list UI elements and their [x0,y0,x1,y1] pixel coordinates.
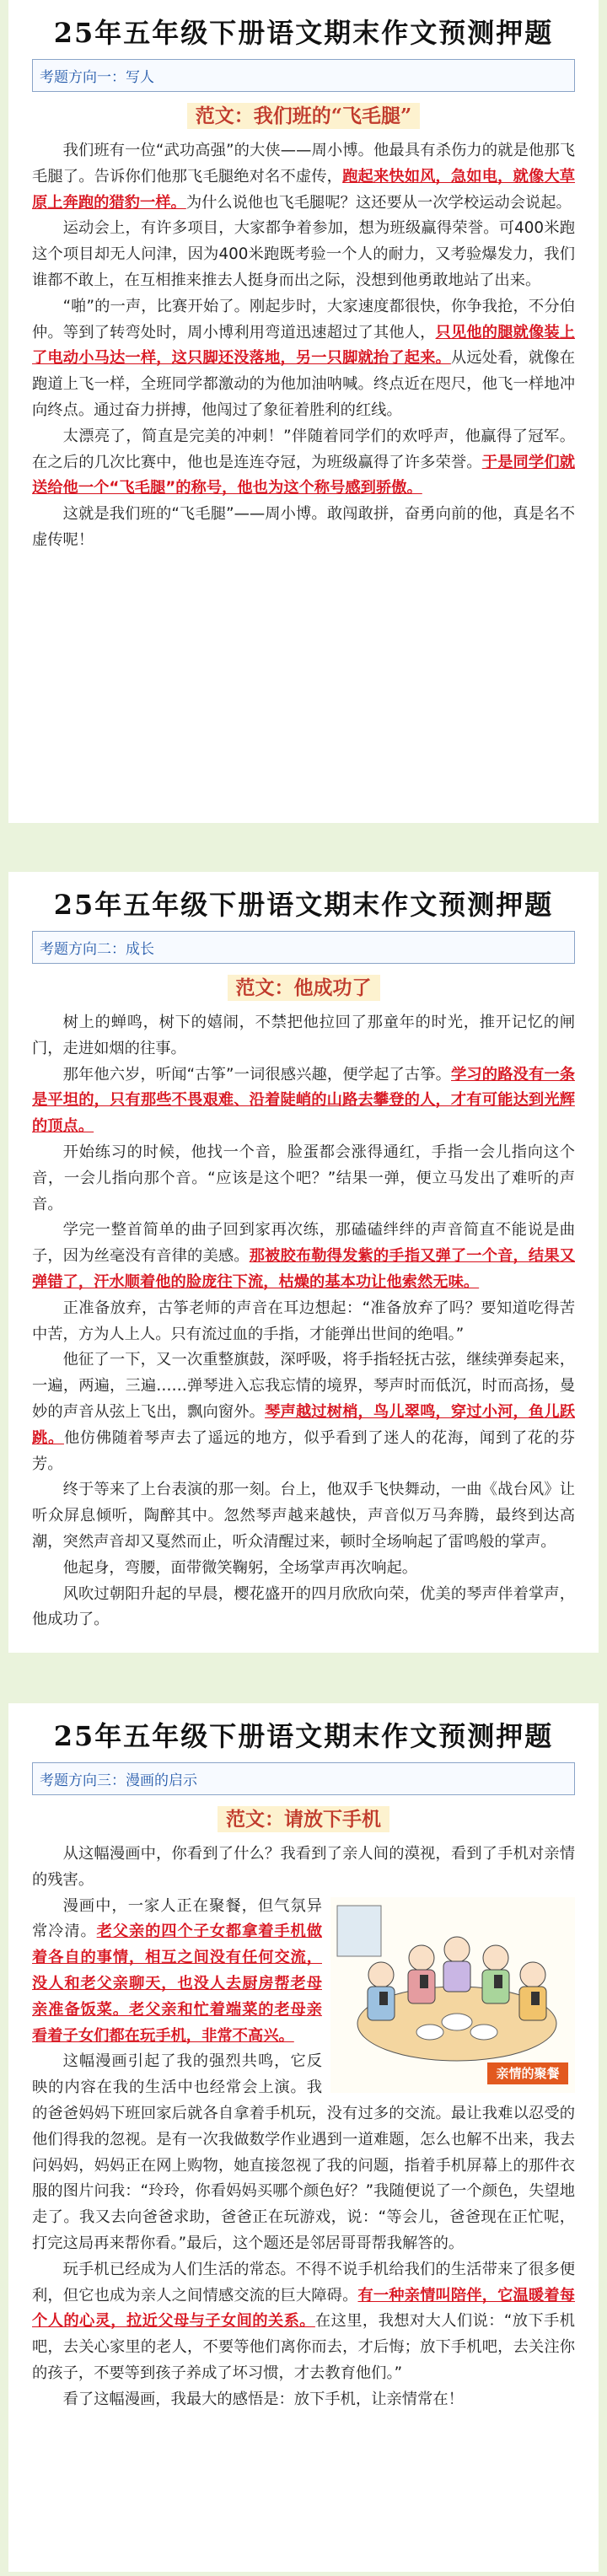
paragraph-text: 这幅漫画引起了我的强烈共鸣，它反映的内容在我的生活中也经常会上演。我的爸爸妈妈下班回家后就各自拿着手机玩，没有过多的交流。最让我难以忍受的他们得我的忽视。是有一次我做数学作业遇到一道难题，怎么也解不出来，我去问妈妈，妈妈正在网上购物，她直接忽视了我的问题，指着手机屏幕上的那件衣服的图片问我：“玲玲，你看妈妈买哪个颜色好？”我随便说了一个颜色，失望地走了。我又去向爸爸求助，爸爸正在玩游戏，说：“等会儿，爸爸现在正忙呢，打完这局再来帮你看。”最后，这个题还是邻居哥哥帮我解答的。 [32,2052,575,2252]
page-section-1 [8,0,599,823]
paragraph-text: 在这里，我想对大人们说：“放下手机吧，去关心家里的老人，不要等他们离你而去，才后悔；放下手机吧，去关注你的孩子，不要等到孩子养成了坏习惯，才去教育他们。” [32,2312,575,2382]
essay-paragraph [32,1477,575,1555]
paragraph-text: 风吹过朝阳升起的早晨，樱花盛开的四月欣欣向荣，优美的琴声伴着掌声，他成功了。 [32,1584,575,1629]
sample-essay-title [32,1804,575,1831]
paragraph-text: 开始练习的时候，他找一个音，脸蛋都会涨得通红，手指一会儿指向这个音，一会儿指向那个音。“应该是这个吧？”结果一弹，便立马发出了难听的声音。 [32,1143,575,1213]
paragraph-text: 为什么说他也飞毛腿呢？这还要从一次学校运动会说起。 [185,193,572,212]
essay-body [32,1842,575,2413]
essay-body [32,1010,575,1633]
paragraph-text: 看了这幅漫画，我最大的感悟是：放下手机，让亲情常在！ [62,2390,464,2408]
paragraph-text: 他仿佛随着琴声去了遥远的地方，似乎看到了迷人的花海，闻到了花的芬芳。 [32,1428,576,1473]
paragraph-text: 树上的蝉鸣，树下的嬉闹，不禁把他拉回了那童年的时光，推开记忆的闸门，走进如烟的往事。 [32,1014,575,1057]
sample-essay-title [32,972,575,1000]
page-title: 25年五年级下册语文期末作文预测押题 [53,889,554,921]
essay-paragraph [32,2257,575,2387]
essay-paragraph [32,1140,575,1218]
paragraph-text: 玩手机已经成为人们生活的常态。不得不说手机给我们的生活带来了很多便利，但它也成为亲人之间情感交流的巨大障碍。 [32,2260,575,2304]
essay-paragraph [32,1062,575,1140]
sample-essay-title-text: 范文：请放下手机 [218,1806,389,1832]
paragraph-text: 他起身，弯腰，面带微笑鞠躬，全场掌声再次响起。 [62,1558,418,1577]
page-title: 25年五年级下册语文期末作文预测押题 [53,1720,554,1752]
sample-essay-title-text: 范文：我们班的“飞毛腿” [187,103,420,129]
essay-paragraph [32,1296,575,1348]
paragraph-text: “啪”的一声，比赛开始了。刚起步时，大家速度都很快，你争我抢，不分伯仲。等到了转弯处时，周小博利用弯道迅速超过了其他人， [32,297,575,341]
essay-paragraph [32,1218,575,1295]
page-section-2 [8,872,599,1653]
essay-paragraph [32,216,575,293]
paragraph-text: 他征了一下，又一次重整旗鼓，深呼吸，将手指轻抚古弦，继续弹奏起来，一遍，两遍，三遍……弹琴进入忘我忘情的境界，琴声时而低沉，时而高扬，曼妙的声音从弦上飞出，飘向窗外。 [32,1351,575,1421]
topic-direction: 考题方向二：成长 [32,931,575,964]
highlighted-sentence: 有一种亲情叫陪伴，它温暖着每个人的心灵，拉近父母与子女间的关系。 [32,2286,576,2331]
highlighted-sentence: 于是同学们就送给他一个“飞毛腿”的称号，他也为这个称号感到骄傲。 [32,453,576,497]
page-section-3 [8,1703,599,2572]
family-dinner-cartoon [330,1897,575,2093]
highlighted-sentence: 学习的路没有一条是平坦的，只有那些不畏艰难、沿着陡峭的山路去攀登的人，才有可能达到光辉的顶点。 [32,1065,575,1136]
topic-direction: 考题方向三：漫画的启示 [32,1762,575,1795]
cartoon-illustration [330,1897,575,2093]
highlighted-sentence: 琴声越过树梢，鸟儿翠鸣，穿过小河，鱼儿跃跳。 [32,1402,576,1447]
paragraph-text: 那年他六岁，听闻“古筝”一词很感兴趣，便学起了古筝。 [62,1065,452,1084]
highlighted-sentence: 跑起来快如风，急如电，就像大草原上奔跑的猎豹一样。 [32,167,576,212]
paragraph-text: 太漂亮了，简直是完美的冲刺！”伴随着同学们的欢呼声，他赢得了冠军。在之后的几次比赛中，他也是连连夺冠，为班级赢得了许多荣誉。 [32,427,575,471]
highlighted-sentence: 只见他的腿就像装上了电动小马达一样，这只脚还没落地，另一只脚就抬了起来。 [32,323,576,368]
highlighted-sentence: 老父亲的四个子女都拿着手机做着各自的事情，相互之间没有任何交流，没人和老父亲聊天，也没人去厨房帮老母亲准备饭菜。老父亲和忙着端菜的老母亲看着子女们都在玩手机，非常不高兴。 [32,1923,323,2045]
paragraph-text: 学完一整首简单的曲子回到家再次练，那磕磕绊绊的声音简直不能说是曲子，因为丝毫没有音律的美感。 [32,1221,575,1266]
essay-paragraph [32,2387,575,2413]
topic-direction: 考题方向一：写人 [32,59,575,92]
paragraph-text: 漫画中，一家人正在聚餐，但气氛异常冷清。 [32,1896,322,1941]
paragraph-text: 运动会上，有许多项目，大家都争着参加，想为班级赢得荣誉。可400米跑这个项目却无人问津，因为400米跑既考验一个人的耐力，又考验爆发力，我们谁都不敢上，在互相推来推去人挺身而出之际，没想到他勇敢地站了出来。 [32,219,575,289]
paragraph-text: 从远处看，就像在跑道上飞一样，全班同学都激动的为他加油呐喊。终点近在咫尺，他飞一样地冲向终点。通过奋力拼搏，他闯过了象征着胜利的红线。 [32,349,576,419]
essay-paragraph [32,1347,575,1477]
paragraph-text: 这就是我们班的“飞毛腿”——周小博。敢闯敢拼，奋勇向前的他，真是名不虚传呢！ [32,505,575,549]
paragraph-text: 从这幅漫画中，你看到了什么？我看到了亲人间的漠视，看到了手机对亲情的残害。 [32,1845,575,1889]
paragraph-text: 终于等来了上台表演的那一刻。台上，他双手飞快舞动，一曲《战台风》让听众屏息倾听，陶醉其中。忽然琴声越来越快，声音似万马奔腾，最终到达高潮，突然声音却又戛然而止，听众清醒过来，顿时全场响起了雷鸣般的掌声。 [32,1481,575,1551]
essay-paragraph [32,138,575,216]
essay-paragraph [32,1582,575,1634]
essay-body [32,138,575,554]
essay-paragraph [32,294,575,424]
sample-essay-title-text: 范文：他成功了 [228,975,380,1001]
page-title: 25年五年级下册语文期末作文预测押题 [53,17,554,49]
essay-paragraph [32,1842,575,1894]
sample-essay-title [32,100,575,128]
essay-paragraph [32,1010,575,1062]
essay-paragraph [32,502,575,554]
essay-paragraph [32,424,575,502]
paragraph-text: 我们班有一位“武功高强”的大侠——周小博。他最具有杀伤力的就是他那飞毛腿了。告诉你们他那飞毛腿绝对名不虚传， [32,142,575,186]
paragraph-text: 正准备放弃，古筝老师的声音在耳边想起：“准备放弃了吗？要知道吃得苦中苦，方为人上人。只有流过血的手指，才能弹出世间的绝唱。” [32,1299,575,1343]
highlighted-sentence: 那被胶布勒得发紫的手指又弹了一个音，结果又弹错了，汗水顺着他的脸庞往下流，枯燥的基本功让他索然无味。 [32,1247,576,1291]
essay-paragraph [32,1556,575,1582]
cartoon-caption: 亲情的聚餐 [496,2065,560,2081]
